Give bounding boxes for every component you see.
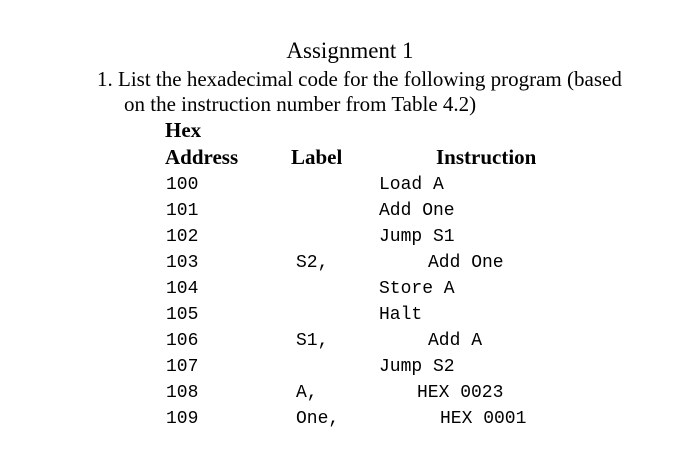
instruction-cell: Jump S1 <box>379 227 455 247</box>
instruction-cell: Jump S2 <box>379 357 455 377</box>
address-cell: 103 <box>166 253 199 273</box>
label-cell: One, <box>296 409 340 429</box>
question-line-2: on the instruction number from Table 4.2) <box>124 92 477 116</box>
instruction-cell: Load A <box>379 175 444 195</box>
header-hex: Hex <box>165 118 202 142</box>
instruction-cell: Add One <box>428 253 504 273</box>
address-cell: 101 <box>166 201 199 221</box>
instruction-cell: Store A <box>379 279 455 299</box>
address-cell: 100 <box>166 175 199 195</box>
address-cell: 102 <box>166 227 199 247</box>
instruction-cell: Add One <box>379 201 455 221</box>
address-cell: 104 <box>166 279 199 299</box>
header-address: Address <box>165 145 239 169</box>
address-cell: 109 <box>166 409 199 429</box>
address-cell: 108 <box>166 383 199 403</box>
label-cell: A, <box>296 383 318 403</box>
address-cell: 105 <box>166 305 199 325</box>
instruction-cell: Add A <box>428 331 483 351</box>
instruction-cell: HEX 0023 <box>417 383 504 403</box>
question-line-1: 1. List the hexadecimal code for the following program (based <box>97 67 622 91</box>
address-cell: 106 <box>166 331 199 351</box>
label-cell: S2, <box>296 253 329 273</box>
header-instruction: Instruction <box>436 145 537 169</box>
instruction-cell: Halt <box>379 305 423 325</box>
page-title: Assignment 1 <box>286 38 414 63</box>
instruction-cell: HEX 0001 <box>440 409 527 429</box>
question-text <box>97 67 622 117</box>
label-cell: S1, <box>296 331 329 351</box>
header-label: Label <box>291 145 343 169</box>
address-cell: 107 <box>166 357 199 377</box>
